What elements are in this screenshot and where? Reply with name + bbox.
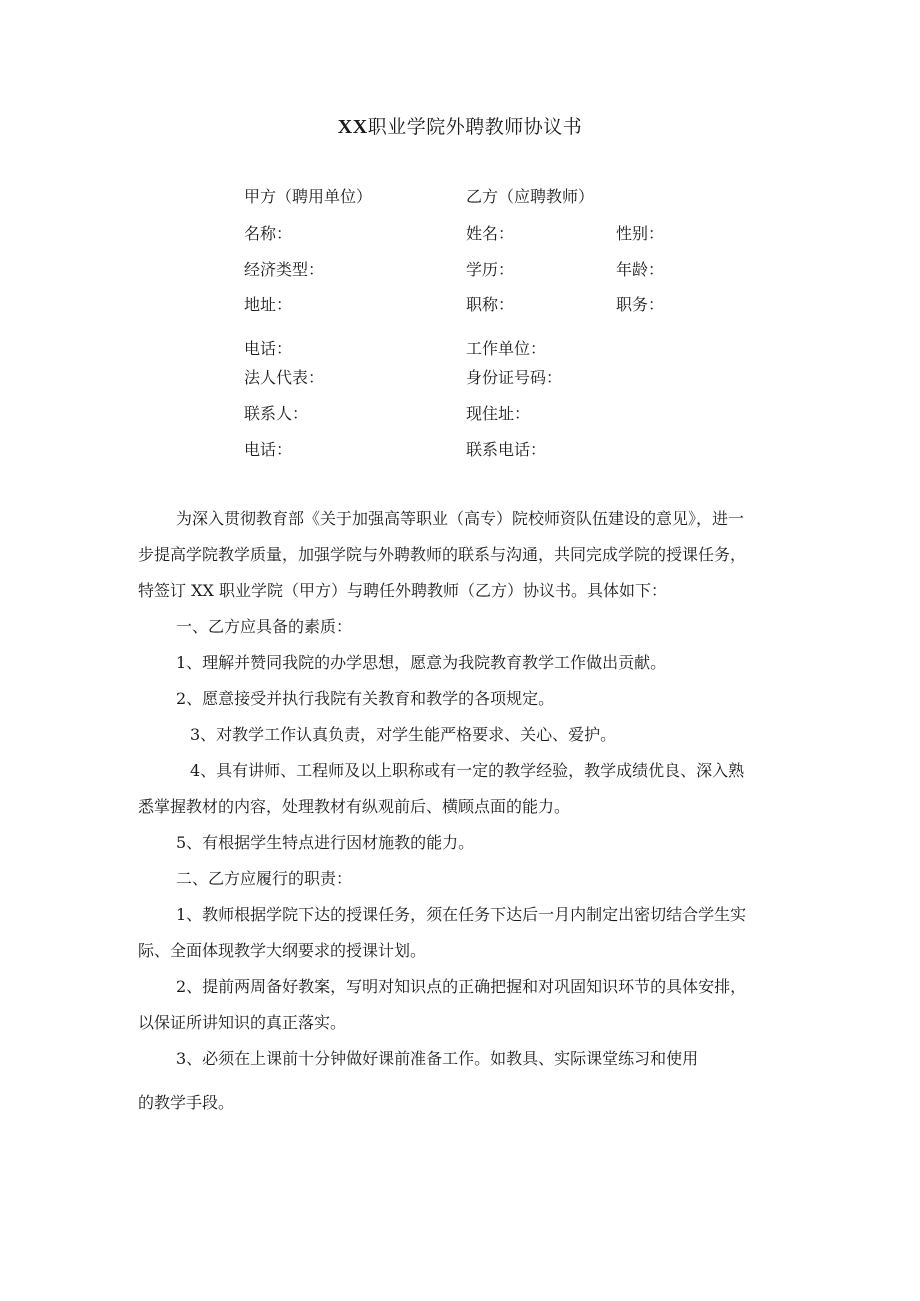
- party-b-id-number-label: 身份证号码：: [466, 368, 563, 387]
- party-a-contact-label: 联系人：: [244, 404, 309, 423]
- party-b-name-label: 姓名：: [466, 224, 515, 243]
- intro-line-2: 步提高学院教学质量，加强学院与外聘教师的联系与沟通，共同完成学院的授课任务，: [138, 545, 747, 564]
- party-a-name-label: 名称：: [244, 224, 293, 243]
- title-prefix: XX: [337, 116, 368, 138]
- section-2-heading: 二、乙方应履行的职责：: [176, 869, 353, 888]
- section-2-item-3-line-1: 3、必须在上课前十分钟做好课前准备工作。如教具、实际课堂练习和使用: [176, 1049, 699, 1068]
- intro-line-3: 特签订 XX 职业学院（甲方）与聘任外聘教师（乙方）协议书。具体如下：: [138, 581, 667, 600]
- party-a-economic-type-label: 经济类型：: [244, 260, 325, 279]
- section-1-item-2: 2、愿意接受并执行我院有关教育和教学的各项规定。: [176, 689, 555, 708]
- section-2-item-2-line-2: 以保证所讲知识的真正落实。: [138, 1013, 347, 1032]
- section-1-heading: 一、乙方应具备的素质：: [176, 617, 353, 636]
- section-1-item-4-line-2: 悉掌握教材的内容，处理教材有纵观前后、横顾点面的能力。: [138, 797, 571, 816]
- party-b-employer-label: 工作单位：: [466, 339, 547, 358]
- intro-line-1: 为深入贯彻教育部《关于加强高等职业（高专）院校师资队伍建设的意见》，进一: [176, 509, 745, 528]
- party-b-age-label: 年龄：: [616, 260, 665, 279]
- section-1-item-4-line-1: 4、具有讲师、工程师及以上职称或有一定的教学经验，教学成绩优良、深入熟: [190, 761, 745, 780]
- party-a-header: 甲方（聘用单位）: [244, 187, 373, 206]
- party-b-contact-phone-label: 联系电话：: [466, 440, 547, 459]
- section-2-item-1-line-2: 际、全面体现教学大纲要求的授课计划。: [138, 941, 427, 960]
- section-1-item-3: 3、对教学工作认真负责，对学生能严格要求、关心、爱护。: [190, 725, 617, 744]
- title-text: 职业学院外聘教师协议书: [367, 116, 583, 138]
- section-2-item-3-line-2: 的教学手段。: [138, 1093, 235, 1112]
- party-b-header: 乙方（应聘教师）: [466, 187, 595, 206]
- party-a-legal-rep-label: 法人代表：: [244, 368, 325, 387]
- section-2-item-1-line-1: 1、教师根据学院下达的授课任务，须在任务下达后一月内制定出密切结合学生实: [176, 905, 747, 924]
- party-a-phone-label: 电话：: [244, 339, 293, 358]
- section-1-item-1: 1、理解并赞同我院的办学思想，愿意为我院教育教学工作做出贡献。: [176, 653, 667, 672]
- party-b-education-label: 学历：: [466, 260, 515, 279]
- section-2-item-2-line-1: 2、提前两周备好教案，写明对知识点的正确把握和对巩固知识环节的具体安排，: [176, 977, 747, 996]
- party-b-gender-label: 性别：: [616, 224, 665, 243]
- section-1-item-5: 5、有根据学生特点进行因材施教的能力。: [176, 833, 475, 852]
- party-b-title-label: 职称：: [466, 295, 515, 314]
- party-a-address-label: 地址：: [244, 295, 293, 314]
- document-title: [0, 112, 920, 139]
- party-b-position-label: 职务：: [616, 295, 665, 314]
- party-b-current-address-label: 现住址：: [466, 404, 531, 423]
- party-a-contact-phone-label: 电话：: [244, 440, 293, 459]
